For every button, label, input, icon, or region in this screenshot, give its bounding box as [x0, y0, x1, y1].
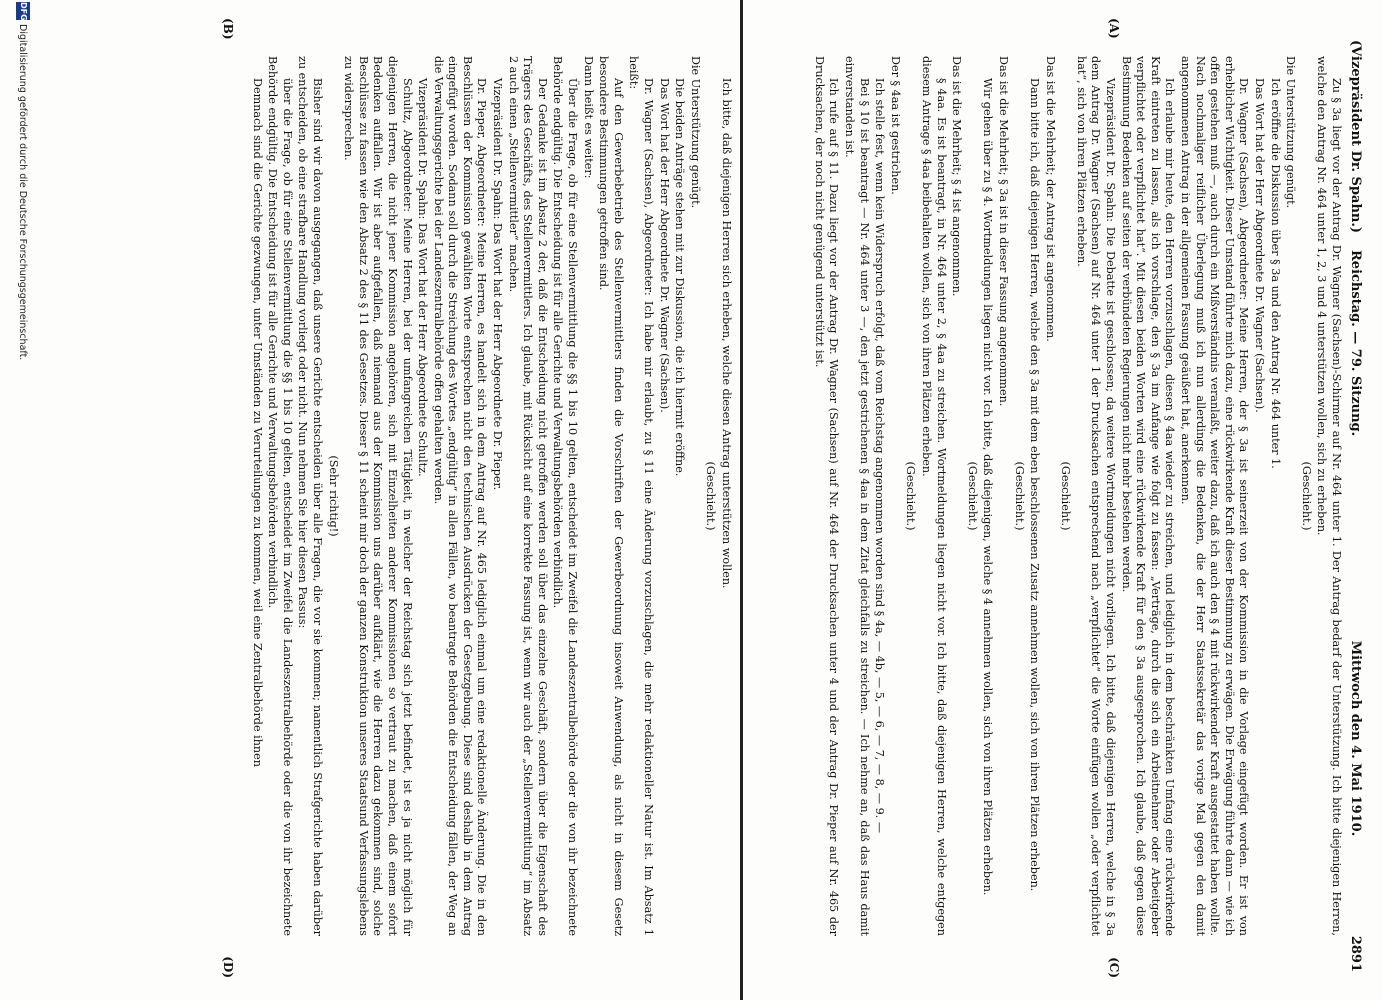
paragraph: Zu § 3a liegt vor der Antrag Dr. Wagner (Sachsen)-Schirmer auf Nr. 464 unter 1. Der Antrag bedarf der Unterstützung. Ich bitte diejenigen Herren, welche den Antrag Nr. 464 unter 1, 2, 3 und 4 unterstützen wollen, sich zu erheben.	[1315, 56, 1343, 936]
header-date	[1348, 641, 1363, 972]
paragraph: Die Unterstützung genügt.	[688, 56, 702, 209]
paragraph: Auf den Gewerbebetrieb des Stellenvermittlers finden die Vorschriften der Gewerbeordnung insoweit Anwendung, als nicht in diesem Gesetz besondere Bestimmungen getroffen sind.	[597, 56, 625, 936]
header-session: Reichstag. — 79. Sitzung.	[1348, 250, 1363, 437]
margin-mark-d: (D)	[221, 956, 235, 978]
footer-credit: Digitalisierung gefördert durch die Deutsche Forschungsgemeinschaft.	[17, 24, 28, 361]
paragraph: (Sehr richtig!)	[326, 455, 340, 537]
paragraph: Die Unterstützung genügt.	[1284, 56, 1298, 209]
paragraph: (Geschieht.)	[704, 461, 718, 531]
paragraph: Demnach sind die Gerichte gezwungen, unter Umständen zu Verurteilungen zu kommen, weil eine Zentralbehörde ihnen	[250, 78, 264, 767]
margin-mark-b: (B)	[221, 18, 235, 40]
paragraph: Der Gedanke ist im Absatz 2 der, daß die Entscheidung nicht getroffen werden soll über das einzelne Geschäft, sondern über die Eigenschaft des Trägers des Geschäfts, des Stellenvermittlers. Ich glaube, mit Rücksicht auf eine korrekte Fassung ist, wenn wir auch der „Stellenvermittlung“ im Absatz 2 auch einen „Stellenvermittler“ machen.	[506, 56, 549, 936]
paragraph: Dr. Pieper, Abgeordneter: Meine Herren, es handelt sich in dem Antrag auf Nr. 465 lediglich einmal um eine redaktionelle Änderung. Die in den Beschlüssen der Kommission gewählten Worte entsprechen nicht den technischen Ausdrücken der Gesetzgebung. Diese sind deshalb in dem Antrag eingefügt worden. Sodann soll durch die Streichung des Wortes „endgültig“ in allen Fällen, wo beantragte Behörden die Entscheidung fällen, der Weg an die Verwaltungsgerichte bei der Landeszentralbehörde offen gehalten werden.	[431, 56, 489, 936]
paragraph: Über die Frage, ob für eine Stellenvermittlung die §§ 1 bis 10 gelten, entscheidet im Zweifel die Landeszentralbehörde oder die von ihr bezeichnete Behörde endgültig. Die Entscheidung ist für alle Gerichte und Verwaltungsbehörden verbindlich.	[551, 56, 580, 936]
paragraph: Bei § 10 ist beantragt — Nr. 464 unter 3 —, den jetzt gestrichenen § 4aa in dem Zitat gleichfalls zu streichen. — Ich nehme an, daß das Haus damit einverstanden ist.	[843, 56, 871, 936]
dfg-logo: DFG	[16, 2, 30, 20]
paragraph: (Geschieht.)	[1059, 461, 1073, 531]
paragraph: Das Wort hat der Herr Abgeordnete Dr. Wagner (Sachsen).	[1253, 78, 1267, 413]
paragraph: über die Frage, ob für eine Stellenvermittlung die §§ 1 bis 10 gelten, entscheidet im Zweifel die Landeszentralbehörde oder die von ihr bezeichnete Behörde endgültig. Die Entscheidung ist für alle Gerichte und Verwaltungsbehörden verbindlich.	[266, 56, 294, 936]
paragraph: Ich bitte, daß diejenigen Herren sich erheben, welche diesen Antrag unterstützen wollen.	[720, 78, 733, 589]
paragraph: Der § 4aa ist gestrichen.	[888, 56, 902, 195]
paragraph: Wir gehen über zu § 4. Wortmeldungen liegen nicht vor. Ich bitte, daß diejenigen, welche § 4 annehmen wollen, sich von ihren Plätzen erheben.	[981, 78, 995, 896]
footer	[11, 0, 31, 1000]
paragraph: Dann heißt es weiter:	[581, 56, 595, 179]
paragraph: Dr. Wagner (Sachsen), Abgeordneter: Ich habe mir erlaubt, zu § 11 eine Änderung vorzuschlagen, die mehr redaktioneller Natur ist. Im Absatz 1 heißt:	[627, 56, 656, 936]
paragraph: (Geschieht.)	[965, 461, 979, 531]
margin-mark-a: (A)	[1107, 18, 1121, 39]
paragraph: Ich stelle fest, wenn kein Widerspruch erfolgt, daß vom Reichstag angenommen worden sind § 4a, — 4b, — 5, — 6, — 7, — 8, — 9. —	[873, 78, 887, 834]
paragraph: (Geschieht.)	[1012, 461, 1026, 531]
paragraph: § 4aa. Es ist beantragt, in Nr. 464 unter 2, § 4aa zu streichen. Wortmeldungen liegen nicht vor. Ich bitte, daß diejenigen Herren, welche entgegen diesem Antrage § 4aa beibehalten wollen, sich von ihren Plätzen erheben.	[919, 56, 948, 936]
paragraph: Dann bitte ich, daß diejenigen Herren, welche den § 3a mit dem eben beschlossenen Zusatz annehmen wollen, sich von ihren Plätzen erheben.	[1028, 78, 1042, 892]
paragraph: Vizepräsident Dr. Spahn: Das Wort hat der Herr Abgeordnete Dr. Pieper.	[491, 78, 505, 491]
paragraph: Die beiden Anträge stehen mit zur Diskussion, die ich hiermit eröffne.	[673, 78, 687, 477]
paragraph: Das Wort hat der Herr Abgeordnete Dr. Wagner (Sachsen).	[657, 78, 671, 413]
paragraph: Das ist die Mehrheit; § 4 ist angenommen.	[950, 56, 964, 297]
column-divider	[740, 0, 743, 1000]
paragraph: Vizepräsident Dr. Spahn: Die Debatte ist geschlossen; da weitere Wortmeldungen nicht vorliegen. Ich bitte, daß diejenigen Herren, welche in § 3a dem Antrag Dr. Wagner (Sachsen) auf Nr. 464 unter 1 der Drucksachen entsprechend nach „verpflichtet“ die Worte einfügen wollen „oder verpflichtet hat“, sich von ihren Plätzen erheben.	[1074, 56, 1118, 936]
header-speaker: (Vizepräsident Dr. Spahn.)	[1348, 40, 1363, 234]
paragraph: Das ist die Mehrheit; § 3a ist in dieser Fassung angenommen.	[996, 56, 1010, 407]
paragraph: Vizepräsident Dr. Spahn: Das Wort hat der Herr Abgeordnete Schultz.	[416, 78, 430, 477]
paragraph: Schultz, Abgeordneter: Meine Herren, bei der umfangreichen Tätigkeit, in welcher der Reichstag sich jetzt befindet, ist es ja nicht möglich für diejenigen Herren, die nicht jener Kommission angehören, sich mit Einzelheiten anderer Kommissionen so vertraut zu machen, daß einem sofort Bedenken auffallen. Wir ist aber aufgefallen, daß niemand aus der Kommission uns darüber aufklärt, wie die Herren dazu gekommen sind, solche Beschlüsse zu fassen wie den Absatz 2 des § 11 des Gesetzes. Dieser § 11 scheint mir doch der ganzen Konstruktion unseres Staatsund Verfassungslebens zu widersprechen.	[342, 56, 414, 936]
paragraph: Ich eröffne die Diskussion über § 3a und den Antrag Nr. 464 unter 1.	[1268, 78, 1282, 469]
margin-mark-c: (C)	[1107, 957, 1121, 978]
top-column	[747, 56, 1343, 936]
paragraph: Ich erlaube mir heute, den Herren vorzuschlagen, diesen § 4aa wieder zu streichen, und lediglich in dem beschränkten Umfang eine rückwirkende Kraft eintreten zu lassen, als ich vorschlage, den § 3a im Anfange wie folgt zu fassen: „Verträge, durch die sich ein Arbeitnehmer oder Arbeitgeber verpflichtet oder verpflichtet hat“. Mit diesen beiden Worten wird eine rückwirkende Kraft für den § 3a ausgesprochen. Ich glaube, daß gegen diese Bestimmung Bedenken auf seiten der verbündeten Regierungen nicht mehr bestehen werden.	[1119, 56, 1177, 936]
paragraph: Ich rufe auf § 11. Dazu liegt vor der Antrag Dr. Wagner (Sachsen) auf Nr. 464 der Drucksachen unter 4 und der Antrag Dr. Pieper auf Nr. 465 der Drucksachen, der noch nicht genügend unterstützt ist.	[812, 56, 841, 936]
paragraph: (Geschieht.)	[1299, 461, 1313, 531]
header-date-text: Mittwoch den 4. Mai 1910.	[1348, 640, 1363, 837]
page-header	[1339, 0, 1375, 1000]
page-number: 2891	[1348, 935, 1363, 972]
paragraph: Bisher sind wir davon ausgegangen, daß unsere Gerichte entscheiden über alle Fragen, die vor sie kommen; namentlich Strafgerichte haben darüber zu entscheiden, ob eine strafbare Handlung vorliegt oder nicht. Nun nehmen Sie hier diesen Passus:	[296, 56, 324, 936]
bottom-column	[43, 56, 733, 936]
paragraph: Das ist die Mehrheit; der Antrag ist angenommen.	[1043, 56, 1057, 342]
paragraph: (Geschieht.)	[904, 461, 918, 531]
paragraph: Dr. Wagner (Sachsen), Abgeordneter: Meine Herren, der § 3a ist seinerzeit von der Kommission in die Vorlage eingefügt worden. Er ist von erheblicher Wichtigkeit. Dieser Umstand führte mich dazu, eine rückwirkende Kraft dieser Bestimmung zu erwägen. Die Erwägung führte dann — wie ich offen gestehen muß —, auch durch ein Mißverständnis veranlaßt, weiter dazu, daß ich auch den § 4 mit rückwirkender Kraft ausgestattet haben wollte. Nach nochmaliger reiflicher Überlegung muß ich nun allerdings die Bedenken, die der Herr Staatssekretär das vorige Mal gegen den damit angenommenen Antrag in der allgemeinen Fassung geäußert hat, anerkennen.	[1179, 56, 1251, 936]
